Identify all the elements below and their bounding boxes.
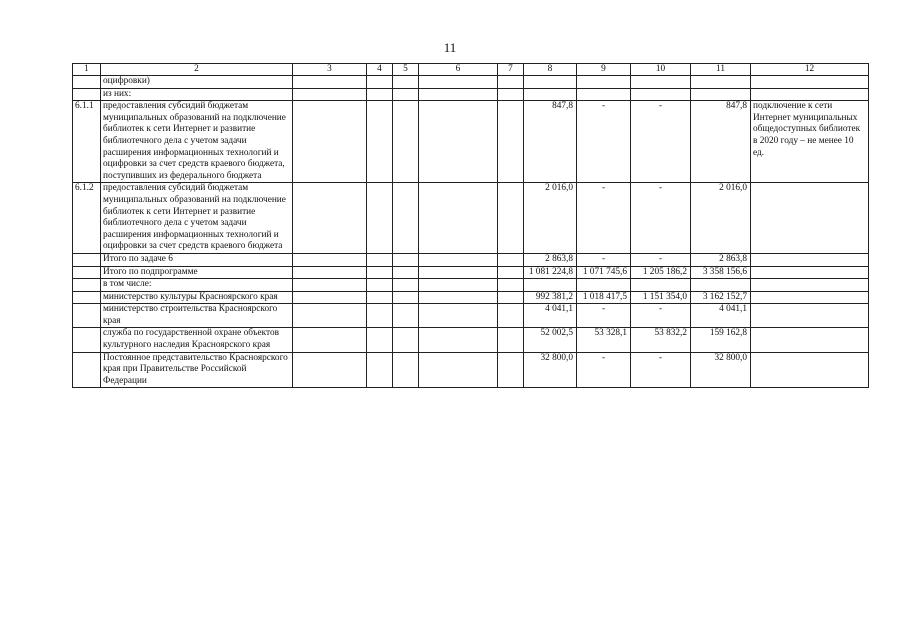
table-row [73,266,869,279]
table-row [73,304,869,328]
value-2021: - [577,253,631,266]
row-label: Постоянное представительство Красноярского края при Правительстве Российской Федерации [101,352,293,388]
header-cell: 7 [498,64,524,76]
value-2022: - [631,352,691,388]
value-total: 159 162,8 [691,328,751,352]
value-2020: 4 041,1 [524,304,577,328]
table-row [73,76,869,89]
value-total: 2 016,0 [691,183,751,254]
value-2021: - [577,101,631,183]
value-2021: 53 328,1 [577,328,631,352]
value-2020: 1 081 224,8 [524,266,577,279]
header-cell: 11 [691,64,751,76]
table-row [73,279,869,292]
page-number: 11 [443,40,457,55]
table-row [73,101,869,183]
header-cell: 6 [419,64,498,76]
value-2022: 1 151 354,0 [631,291,691,304]
row-label: предоставления субсидий бюджетам муниципальных образований на подключение библиотек к сети Интернет и развитие библиотечного дела с учетом задачи расширения информационных технологий и оцифровки за счет средств краевого бюджета [101,183,293,254]
header-cell: 12 [751,64,869,76]
header-cell: 2 [101,64,293,76]
header-cell: 3 [293,64,367,76]
value-total: 3 358 156,6 [691,266,751,279]
value-total: 4 041,1 [691,304,751,328]
row-label: в том числе: [101,279,293,292]
value-2022: - [631,253,691,266]
header-cell: 8 [524,64,577,76]
value-2020: 847,8 [524,101,577,183]
value-2020: 2 016,0 [524,183,577,254]
value-2022: - [631,101,691,183]
header-cell: 1 [73,64,101,76]
table-row [73,352,869,388]
table-row [73,328,869,352]
row-label: министерство культуры Красноярского края [101,291,293,304]
row-code: 6.1.1 [73,101,101,183]
expected-result: подключение к сети Интернет муниципальных общедоступных библиотек в 2020 году – не менее 10 ед. [751,101,869,183]
row-code: 6.1.2 [73,183,101,254]
value-total: 32 800,0 [691,352,751,388]
value-2022: 53 832,2 [631,328,691,352]
header-row [73,64,869,76]
table-row [73,183,869,254]
value-2021: 1 071 745,6 [577,266,631,279]
budget-table [72,63,869,388]
header-cell: 10 [631,64,691,76]
value-2021: - [577,304,631,328]
value-2020: 52 002,5 [524,328,577,352]
value-2020: 992 381,2 [524,291,577,304]
table-row [73,253,869,266]
value-total: 3 162 152,7 [691,291,751,304]
value-2022: - [631,304,691,328]
value-2022: 1 205 186,2 [631,266,691,279]
value-total: 847,8 [691,101,751,183]
row-label: оцифровки) [101,76,293,89]
row-label: Итого по подпрограмме [101,266,293,279]
value-2020: 32 800,0 [524,352,577,388]
table-row [73,291,869,304]
value-2021: - [577,352,631,388]
value-total: 2 863,8 [691,253,751,266]
row-label: из них: [101,88,293,101]
row-label: Итого по задаче 6 [101,253,293,266]
row-label: министерство строительства Красноярского края [101,304,293,328]
header-cell: 9 [577,64,631,76]
header-cell: 4 [367,64,393,76]
value-2020: 2 863,8 [524,253,577,266]
row-label: предоставления субсидий бюджетам муниципальных образований на подключение библиотек к сети Интернет и развитие библиотечного дела с учетом задачи расширения информационных технологий и оцифровки за счет средств краевого бюджета, поступивших из федерального бюджета [101,101,293,183]
table-row [73,88,869,101]
row-label: служба по государственной охране объектов культурного наследия Красноярского края [101,328,293,352]
header-cell: 5 [393,64,419,76]
value-2022: - [631,183,691,254]
value-2021: - [577,183,631,254]
value-2021: 1 018 417,5 [577,291,631,304]
